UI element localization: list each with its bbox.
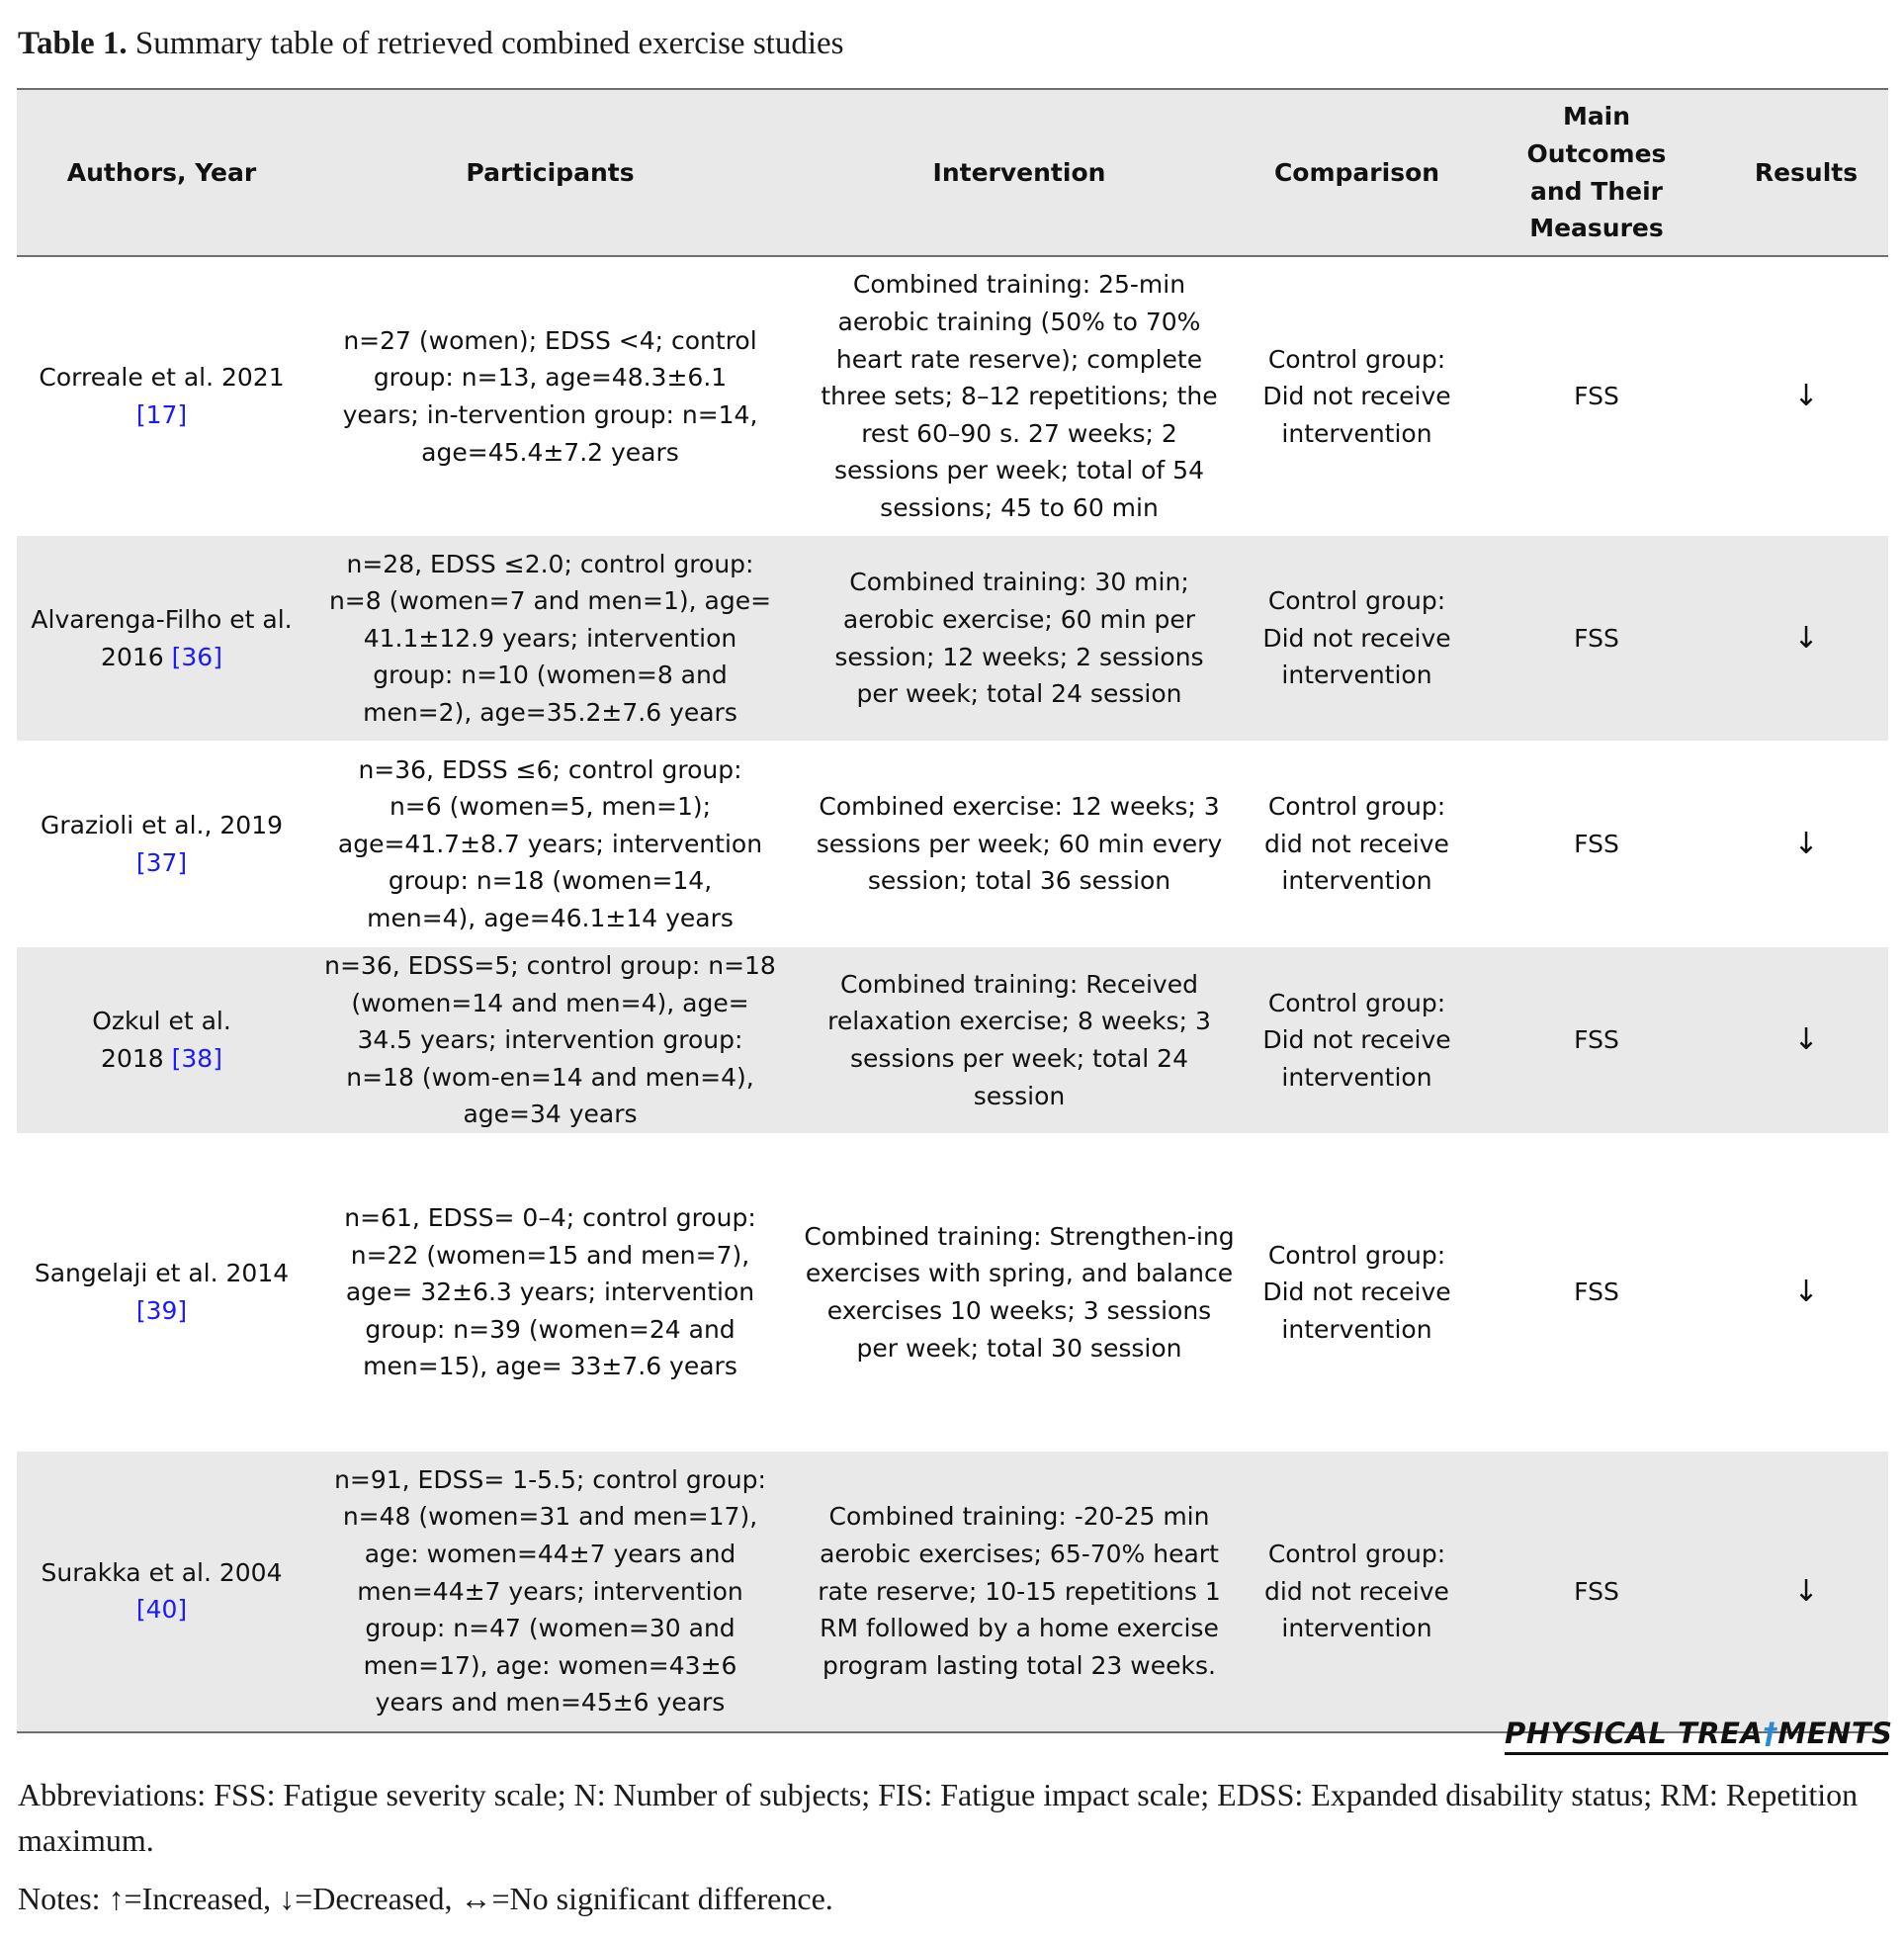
table-row: [17, 947, 1888, 1133]
cell-outcome: FSS: [1574, 829, 1619, 858]
reference-link[interactable]: [40]: [135, 1595, 188, 1625]
header-outcomes: Main Outcomes and Their Measures: [1526, 102, 1667, 243]
cell-author: [17, 1452, 306, 1732]
cell-author: [17, 1133, 306, 1452]
author-name: Ozkul et al. 2018: [92, 1007, 231, 1073]
cell-participants: n=91, EDSS= 1-5.5; control group: n=48 (women=31 and men=17), age: women=44±7 years and men=44±7 years; intervention group: n=47 (women=30 and men=17), age: women=43±6 years and men=45±6 years: [334, 1464, 766, 1718]
cell-comparison: Control group: Did not receive intervention: [1262, 344, 1451, 448]
journal-logo-text-end: MENTS: [1777, 1717, 1893, 1750]
table-row: [17, 1133, 1888, 1452]
cell-participants: n=36, EDSS=5; control group: n=18 (women=14 and men=4), age= 34.5 years; intervention group: n=18 (wom-en=14 and men=4), age=34 years: [324, 951, 776, 1129]
cell-comparison: Control group: did not receive intervention: [1264, 792, 1449, 896]
cell-comparison: Control group: Did not receive intervention: [1262, 988, 1451, 1092]
result-arrow-icon: ↓: [1793, 620, 1819, 656]
table-caption: [18, 26, 844, 62]
cell-intervention: Combined training: Strengthen-ing exercises with spring, and balance exercises 10 weeks; 3 sessions per week; total 30 session: [804, 1221, 1235, 1363]
reference-link[interactable]: [17]: [135, 400, 188, 429]
header-results: Results: [1754, 157, 1859, 187]
cell-participants: n=27 (women); EDSS <4; control group: n=13, age=48.3±6.1 years; in-tervention group: n=14, age=45.4±7.2 years: [342, 325, 758, 467]
journal-logo: [1505, 1717, 1893, 1755]
abbreviations-footnote: Abbreviations: FSS: Fatigue severity scale; N: Number of subjects; FIS: Fatigue impact scale; EDSS: Expanded disability status; RM: Repetition maximum.: [18, 1777, 1859, 1858]
cell-participants: n=36, EDSS ≤6; control group: n=6 (women=5, men=1); age=41.7±8.7 years; intervention group: n=18 (women=14, men=4), age=46.1±14 years: [337, 754, 763, 932]
author-name: Correale et al. 2021: [39, 363, 285, 393]
cell-outcome: FSS: [1574, 1576, 1619, 1606]
author-name: Alvarenga-Filho et al. 2016: [31, 604, 293, 671]
cell-comparison: Control group: Did not receive intervention: [1262, 586, 1451, 690]
table-caption-text: Summary table of retrieved combined exercise studies: [127, 26, 844, 61]
table-row: [17, 536, 1888, 741]
result-arrow-icon: ↓: [1793, 379, 1819, 414]
table-caption-label: Table 1.: [18, 26, 128, 61]
reference-link[interactable]: [37]: [135, 847, 188, 877]
cell-author: [17, 536, 306, 741]
header-comparison: Comparison: [1273, 157, 1440, 187]
table-header-row: [17, 89, 1888, 256]
cell-author: [17, 947, 306, 1133]
cell-intervention: Combined exercise: 12 weeks; 3 sessions per week; 60 min every session; total 36 session: [816, 792, 1223, 896]
cell-author: [17, 741, 306, 947]
author-name: Grazioli et al., 2019: [40, 810, 284, 839]
reference-link[interactable]: [39]: [135, 1295, 188, 1325]
cell-outcome: FSS: [1574, 1278, 1619, 1307]
cell-intervention: Combined training: 25-min aerobic training (50% to 70% heart rate reserve); complete three sets; 8–12 repetitions; the rest 60–90 s. 27 weeks; 2 sessions per week; total of 54 sessions; 45 to 60 min: [821, 270, 1218, 522]
header-intervention: Intervention: [932, 157, 1106, 187]
notes-footnote: Notes: ↑=Increased, ↓=Decreased, ↔=No significant difference.: [18, 1881, 833, 1916]
result-arrow-icon: ↓: [1793, 1573, 1819, 1609]
table-row: [17, 256, 1888, 536]
journal-logo-text-start: PHYSICAL TREA: [1505, 1717, 1764, 1750]
reference-link[interactable]: [38]: [171, 1043, 222, 1073]
cell-participants: n=28, EDSS ≤2.0; control group: n=8 (women=7 and men=1), age= 41.1±12.9 years; intervention group: n=10 (women=8 and men=2), age=35.2±7.6 years: [328, 549, 772, 727]
cell-comparison: Control group: Did not receive intervention: [1262, 1240, 1451, 1344]
reference-link[interactable]: [36]: [171, 642, 222, 671]
result-arrow-icon: ↓: [1793, 826, 1819, 861]
header-participants: Participants: [466, 157, 635, 187]
author-name: Sangelaji et al. 2014: [34, 1259, 290, 1288]
summary-table: [17, 88, 1888, 1733]
cell-outcome: FSS: [1574, 382, 1619, 411]
journal-logo-accent: †: [1763, 1717, 1778, 1750]
cell-comparison: Control group: did not receive intervention: [1264, 1540, 1449, 1643]
author-name: Surakka et al. 2004: [41, 1557, 283, 1587]
cell-intervention: Combined training: Received relaxation exercise; 8 weeks; 3 sessions per week; total 24 session: [827, 969, 1211, 1110]
table-row: [17, 1452, 1888, 1732]
result-arrow-icon: ↓: [1793, 1022, 1819, 1058]
cell-intervention: Combined training: -20-25 min aerobic exercises; 65-70% heart rate reserve; 10-15 repetitions 1 RM followed by a home exercise program lasting total 23 weeks.: [818, 1502, 1221, 1680]
cell-participants: n=61, EDSS= 0–4; control group: n=22 (women=15 and men=7), age= 32±6.3 years; intervention group: n=39 (women=24 and men=15), age= 33±7.6 years: [344, 1202, 756, 1381]
cell-author: [17, 256, 306, 536]
cell-intervention: Combined training: 30 min; aerobic exercise; 60 min per session; 12 weeks; 2 sessions per week; total 24 session: [834, 568, 1204, 709]
result-arrow-icon: ↓: [1793, 1275, 1819, 1310]
cell-outcome: FSS: [1574, 1025, 1619, 1055]
header-authors: Authors, Year: [66, 157, 257, 187]
cell-outcome: FSS: [1574, 623, 1619, 653]
table-row: [17, 741, 1888, 947]
